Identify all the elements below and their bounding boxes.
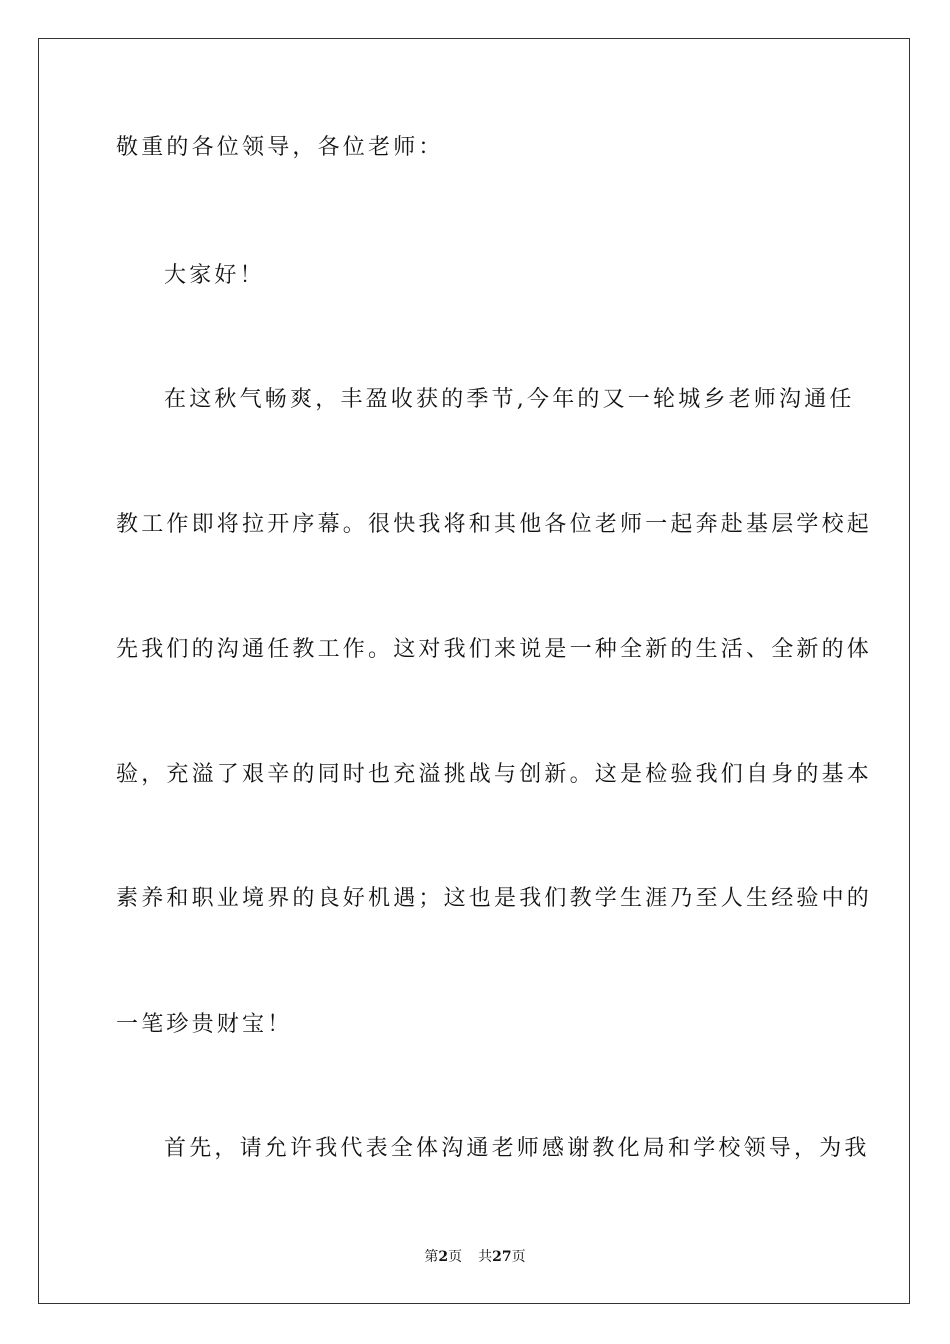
page-number: 2	[438, 1249, 449, 1265]
paragraph-1-line-5: 素养和职业境界的良好机遇；这也是我们教学生涯乃至人生经验中的	[116, 886, 873, 911]
paragraph-1-line-2: 教工作即将拉开序幕。很快我将和其他各位老师一起奔赴基层学校起	[116, 512, 873, 537]
page-prefix: 第	[424, 1249, 439, 1265]
paragraph-1-line-6: 一笔珍贵财宝！	[116, 1012, 293, 1037]
total-suffix: 页	[511, 1249, 526, 1265]
page-border	[38, 38, 910, 1304]
salutation-line: 敬重的各位领导，各位老师：	[116, 135, 444, 160]
paragraph-2-line-1: 首先，请允许我代表全体沟通老师感谢教化局和学校领导，为我	[164, 1136, 870, 1161]
paragraph-1-line-4: 验，充溢了艰辛的同时也充溢挑战与创新。这是检验我们自身的基本	[116, 762, 873, 787]
paragraph-1-line-3: 先我们的沟通任教工作。这对我们来说是一种全新的生活、全新的体	[116, 637, 873, 662]
total-pages: 27	[492, 1249, 512, 1265]
page-footer	[0, 1247, 950, 1267]
total-prefix: 共	[478, 1249, 493, 1265]
page-suffix: 页	[448, 1249, 463, 1265]
greeting-line: 大家好！	[164, 263, 265, 288]
paragraph-1-line-1: 在这秋气畅爽，丰盈收获的季节,今年的又一轮城乡老师沟通任	[164, 387, 855, 412]
